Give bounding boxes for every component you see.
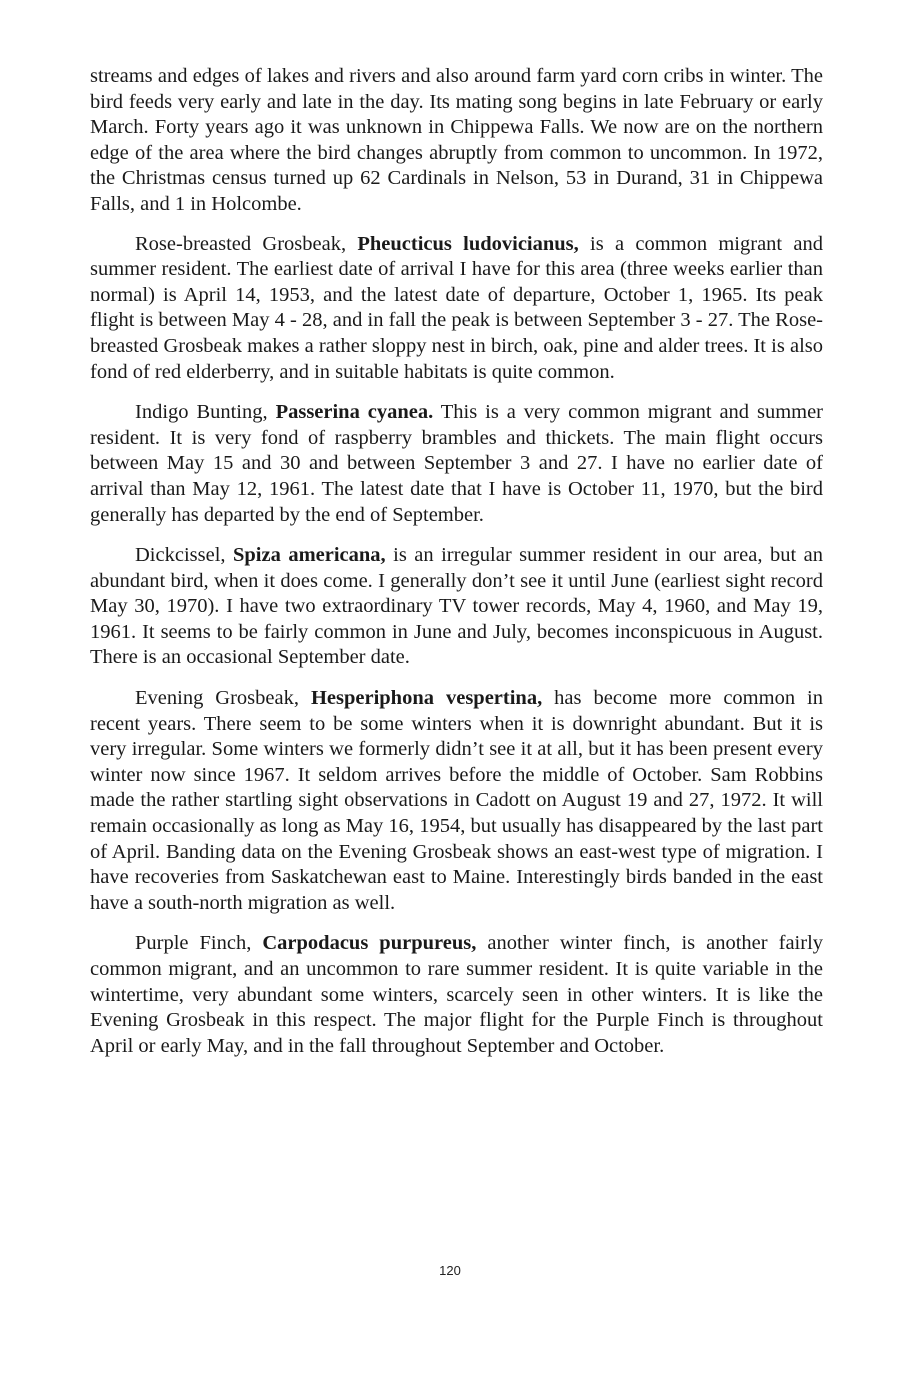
paragraph-text: has become more common in recent years. There seem to be some winters when it is downright abundant. But it is very irregular. Some winters we formerly didn’t see it at all, but it has been present every winter now since 1967. It seldom arrives before the middle of October. Sam Robbins made the rather startling sight observations in Cadott on August 19 and 27, 1972. It will remain occasionally as long as May 16, 1954, but usually has disappeared by the last part of April. Banding data on the Evening Grosbeak shows an east-west type of migration. I have recoveries from Saskatchewan east to Maine. Interestingly birds banded in the east have a south-north migration as well. bbox=[90, 687, 823, 914]
species-scientific-name: Carpodacus purpureus, bbox=[262, 932, 477, 955]
species-common-name: Indigo Bunting, bbox=[135, 401, 276, 424]
paragraph-rose-breasted-grosbeak bbox=[90, 232, 823, 386]
paragraph-text: another winter finch, is another fairly common migrant, and an uncommon to rare summer resident. It is quite variable in the wintertime, very abundant some winters, scarcely seen in other winters. It is like the Evening Grosbeak in this respect. The major flight for the Purple Finch is throughout April or early May, and in the fall throughout September and October. bbox=[90, 932, 824, 1057]
paragraph-text: This is a very common migrant and summer resident. It is very fond of raspberry brambles and thickets. The main flight occurs between May 15 and 30 and between September 3 and 27. I have no earlier date of arrival than May 12, 1961. The latest date that I have is October 11, 1970, but the bird generally has departed by the end of September. bbox=[90, 401, 824, 526]
paragraph-text: streams and edges of lakes and rivers and also around farm yard corn cribs in winter. The bird feeds very early and late in the day. Its mating song begins in late February or early March. Forty years ago it was unknown in Chippewa Falls. We now are on the northern edge of the area where the bird changes abruptly from common to uncommon. In 1972, the Christmas census turned up 62 Cardinals in Nelson, 53 in Durand, 31 in Chippewa Falls, and 1 in Holcombe. bbox=[90, 65, 823, 215]
species-scientific-name: Passerina cyanea. bbox=[275, 401, 434, 424]
paragraph-text: is a common migrant and summer resident. The earliest date of arrival I have for this area (three weeks earlier than normal) is April 14, 1953, and the latest date of departure, October 1, 1965. Its peak flight is between May 4 - 28, and in fall the peak is between September 3 - 27. The Rose-breasted Grosbeak makes a rather sloppy nest in birch, oak, pine and alder trees. It is also fond of red elderberry, and in suitable habitats is quite common. bbox=[90, 232, 823, 383]
paragraph-dickcissel bbox=[90, 543, 823, 671]
species-scientific-name: Hesperiphona vespertina, bbox=[310, 687, 543, 710]
paragraph-text: is an irregular summer resident in our area, but an abundant bird, when it does come. I generally don’t see it until June (earliest sight record May 30, 1970). I have two extraordinary TV tower records, May 4, 1960, and May 19, 1961. It seems to be fairly common in June and July, becomes inconspicuous in August. There is an occasional September date. bbox=[90, 544, 823, 669]
species-scientific-name: Spiza americana, bbox=[233, 544, 386, 567]
paragraph-cardinal-continued bbox=[90, 64, 823, 218]
species-common-name: Dickcissel, bbox=[135, 544, 233, 567]
species-common-name: Purple Finch, bbox=[135, 932, 263, 955]
paragraph-purple-finch bbox=[90, 931, 823, 1059]
document-page bbox=[90, 64, 823, 1074]
page-number: 120 bbox=[439, 1263, 461, 1278]
species-common-name: Evening Grosbeak, bbox=[135, 687, 311, 710]
species-common-name: Rose-breasted Grosbeak, bbox=[135, 232, 358, 255]
paragraph-indigo-bunting bbox=[90, 400, 823, 528]
paragraph-evening-grosbeak bbox=[90, 686, 823, 916]
species-scientific-name: Pheucticus ludovicianus, bbox=[357, 232, 579, 255]
